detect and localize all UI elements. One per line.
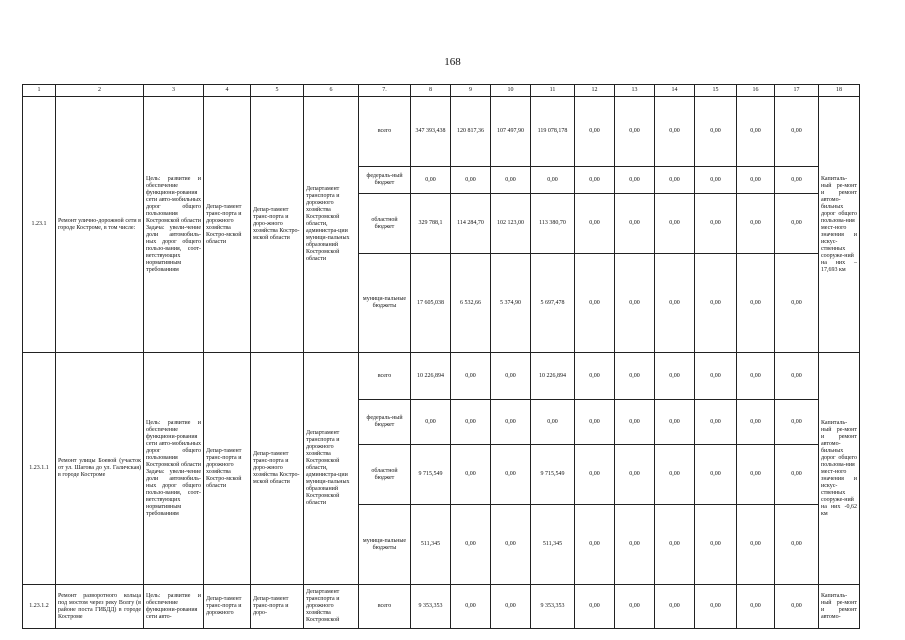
table-row: [23, 585, 860, 629]
value-cell: 0,00: [695, 445, 737, 505]
value-cell: 0,00: [491, 505, 531, 585]
item-code-text: 1.23.1.2: [29, 603, 49, 609]
coexecutor-dept: Депар-тамент транс-порта и доро-жного хозяйства Костро-мской области: [251, 353, 304, 585]
value-cell: 9 715,549: [531, 445, 575, 505]
value-cell: 0,00: [615, 400, 655, 445]
coexecutor-dept: [251, 585, 304, 629]
value-cell: 0,00: [491, 400, 531, 445]
value-cell: 0,00: [575, 97, 615, 167]
value-cell: 5 374,90: [491, 254, 531, 353]
expected-result-text: Капиталь-ный ре-монт и ремонт автомо-: [821, 592, 857, 620]
value-cell: 0,00: [615, 445, 655, 505]
header-cell: 4: [204, 85, 251, 97]
value-cell: 0,00: [655, 254, 695, 353]
item-name: Ремонт улицы Боевой (участок от ул. Шагова до ул. Галичская) в городе Костроме: [56, 353, 144, 585]
value-cell: 0,00: [737, 254, 775, 353]
value-cell: 0,00: [615, 505, 655, 585]
value-cell: 9 715,549: [411, 445, 451, 505]
value-cell: 107 497,90: [491, 97, 531, 167]
value-cell: 6 532,66: [451, 254, 491, 353]
value-cell: 119 078,178: [531, 97, 575, 167]
item-name: [56, 585, 144, 629]
value-cell: 0,00: [411, 167, 451, 194]
value-cell: 0,00: [775, 445, 819, 505]
goal-text: [144, 585, 204, 629]
value-cell: 0,00: [575, 353, 615, 400]
value-cell: 0,00: [575, 585, 615, 629]
table-row: [23, 353, 860, 400]
header-cell: 8: [411, 85, 451, 97]
coexecutor-dept: Депар-тамент транс-порта и доро-жного хозяйства Костро-мской области: [251, 97, 304, 353]
executor-text-content: Департамент транспорта и дорожного хозяйства Костромской: [306, 589, 340, 623]
value-cell: 511,345: [531, 505, 575, 585]
value-cell: 0,00: [491, 353, 531, 400]
value-cell: 0,00: [695, 585, 737, 629]
value-cell: 0,00: [491, 585, 531, 629]
value-cell: 0,00: [775, 97, 819, 167]
value-cell: 102 123,00: [491, 194, 531, 254]
value-cell: 0,00: [695, 400, 737, 445]
value-cell: 0,00: [655, 400, 695, 445]
responsible-dept: Депар-тамент транс-порта и дорожного хозяйства Костро-мской области: [204, 97, 251, 353]
header-cell: 5: [251, 85, 304, 97]
value-cell: 0,00: [737, 194, 775, 254]
value-cell: 0,00: [655, 505, 695, 585]
value-cell: 0,00: [695, 353, 737, 400]
value-cell: 511,345: [411, 505, 451, 585]
value-cell: 0,00: [695, 505, 737, 585]
header-cell: 12: [575, 85, 615, 97]
header-cell: 6: [304, 85, 359, 97]
item-name-text: Ремонт разворотного кольца под мостом через реку Волгу (в районе поста ГИБДД) в городе Костроме: [58, 592, 141, 620]
value-cell: 0,00: [615, 194, 655, 254]
value-cell: 0,00: [737, 585, 775, 629]
value-cell: 0,00: [451, 167, 491, 194]
header-row: [23, 85, 860, 97]
value-cell: 17 605,038: [411, 254, 451, 353]
value-cell: 0,00: [775, 167, 819, 194]
value-cell: 0,00: [775, 194, 819, 254]
value-cell: 0,00: [615, 97, 655, 167]
value-cell: 0,00: [775, 254, 819, 353]
value-cell: 114 284,70: [451, 194, 491, 254]
responsible-dept: [204, 585, 251, 629]
value-cell: 0,00: [775, 585, 819, 629]
funding-source: всего: [359, 585, 411, 629]
funding-source: федераль-ный бюджет: [359, 400, 411, 445]
value-cell: 0,00: [695, 254, 737, 353]
value-cell: 0,00: [575, 505, 615, 585]
executor-text: [304, 585, 359, 629]
value-cell: 0,00: [451, 445, 491, 505]
funding-source: областной бюджет: [359, 194, 411, 254]
value-cell: 0,00: [655, 167, 695, 194]
value-cell: 0,00: [695, 194, 737, 254]
header-cell: 11: [531, 85, 575, 97]
value-cell: 0,00: [451, 400, 491, 445]
header-cell: 1: [23, 85, 56, 97]
value-cell: 113 380,70: [531, 194, 575, 254]
header-cell: 17: [775, 85, 819, 97]
value-cell: 0,00: [575, 445, 615, 505]
value-cell: 0,00: [615, 353, 655, 400]
expected-result: [819, 585, 860, 629]
value-cell: 0,00: [615, 167, 655, 194]
value-cell: 10 226,894: [531, 353, 575, 400]
funding-source: всего: [359, 97, 411, 167]
value-cell: 0,00: [575, 167, 615, 194]
table-row: [23, 97, 860, 167]
value-cell: 0,00: [655, 194, 695, 254]
value-cell: 0,00: [775, 353, 819, 400]
value-cell: 0,00: [737, 445, 775, 505]
header-cell: 2: [56, 85, 144, 97]
page-number: 168: [444, 56, 461, 68]
goal-text-content: Цель: развитие и обеспечение функциони-рования сети авто-: [146, 592, 201, 620]
funding-source: всего: [359, 353, 411, 400]
goal-text: Цель: развитие и обеспечение функциони-рования сети авто-мобильных дорог общего пользования Костромской области Задача: увели-чение доли автомобиль-ных дорог общего пользо-вания, соот-ветствующих нормативным требованиям: [144, 353, 204, 585]
executor-text: Департамент транспорта и дорожного хозяйства Костромской области, администра-ции муници-пальных образований Костромской области: [304, 97, 359, 353]
value-cell: 0,00: [531, 167, 575, 194]
value-cell: 0,00: [695, 167, 737, 194]
value-cell: 0,00: [737, 505, 775, 585]
value-cell: 9 353,353: [531, 585, 575, 629]
responsible-dept-text: Депар-тамент транс-порта и дорожного: [206, 596, 242, 616]
value-cell: 0,00: [775, 400, 819, 445]
value-cell: 0,00: [615, 254, 655, 353]
value-cell: 5 697,478: [531, 254, 575, 353]
header-cell: 7.: [359, 85, 411, 97]
value-cell: 0,00: [695, 97, 737, 167]
header-cell: 15: [695, 85, 737, 97]
funding-source: федераль-ный бюджет: [359, 167, 411, 194]
expected-result: Капиталь-ный ре-монт и ремонт автомо-бильных дорог общего пользова-ния мест-ного значения и искус-ственных сооруже-ний на них – 17,693 км: [819, 97, 860, 353]
item-name: Ремонт улично-дорожной сети в городе Костроме, в том числе:: [56, 97, 144, 353]
value-cell: 0,00: [775, 505, 819, 585]
expected-result: Капиталь-ный ре-монт и ремонт автомо-бильных дорог общего пользова-ния мест-ного значения и искус-ственных сооруже-ний на них -0,62 км: [819, 353, 860, 585]
header-cell: 3: [144, 85, 204, 97]
executor-text: Департамент транспорта и дорожного хозяйства Костромской области, администра-ции муници-пальных образований Костромской области: [304, 353, 359, 585]
value-cell: 0,00: [491, 167, 531, 194]
header-cell: 16: [737, 85, 775, 97]
header-cell: 13: [615, 85, 655, 97]
value-cell: 0,00: [411, 400, 451, 445]
value-cell: 0,00: [737, 97, 775, 167]
header-cell: 18: [819, 85, 860, 97]
header-cell: 14: [655, 85, 695, 97]
value-cell: 9 353,353: [411, 585, 451, 629]
goal-text: Цель: развитие и обеспечение функциони-рования сети авто-мобильных дорог общего пользования Костромской области Задача: увели-чение доли автомобиль-ных дорог общего пользо-вания, соот-ветствующих нормативным требованиям: [144, 97, 204, 353]
value-cell: 329 788,1: [411, 194, 451, 254]
funding-source: муници-пальные бюджеты: [359, 505, 411, 585]
value-cell: 0,00: [655, 585, 695, 629]
value-cell: 0,00: [575, 254, 615, 353]
header-cell: 9: [451, 85, 491, 97]
value-cell: 0,00: [655, 97, 695, 167]
value-cell: 10 226,894: [411, 353, 451, 400]
value-cell: 0,00: [575, 400, 615, 445]
funding-source: муници-пальные бюджеты: [359, 254, 411, 353]
value-cell: 0,00: [451, 353, 491, 400]
value-cell: 0,00: [615, 585, 655, 629]
value-cell: 0,00: [451, 585, 491, 629]
value-cell: 347 393,438: [411, 97, 451, 167]
value-cell: 0,00: [531, 400, 575, 445]
item-code: 1.23.1.1: [23, 353, 56, 585]
value-cell: 120 817,36: [451, 97, 491, 167]
value-cell: 0,00: [451, 505, 491, 585]
item-code: [23, 585, 56, 629]
value-cell: 0,00: [655, 445, 695, 505]
value-cell: 0,00: [491, 445, 531, 505]
header-cell: 10: [491, 85, 531, 97]
value-cell: 0,00: [737, 167, 775, 194]
funding-source: областной бюджет: [359, 445, 411, 505]
responsible-dept: Депар-тамент транс-порта и дорожного хозяйства Костро-мской области: [204, 353, 251, 585]
value-cell: 0,00: [655, 353, 695, 400]
coexecutor-dept-text: Депар-тамент транс-порта и доро-: [253, 596, 289, 616]
value-cell: 0,00: [737, 400, 775, 445]
item-code: 1.23.1: [23, 97, 56, 353]
budget-table: [22, 84, 860, 629]
value-cell: 0,00: [737, 353, 775, 400]
value-cell: 0,00: [575, 194, 615, 254]
